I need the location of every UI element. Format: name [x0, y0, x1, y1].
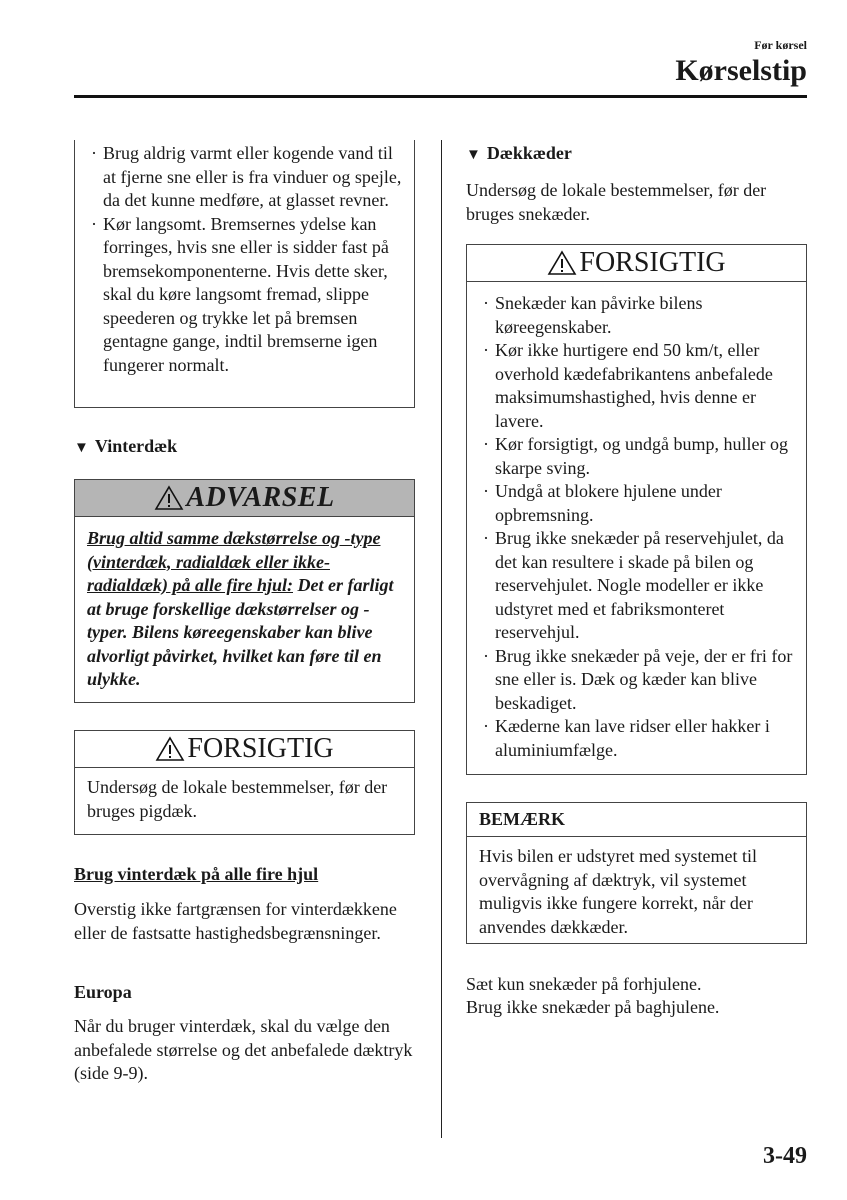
- paragraph: Brug ikke snekæder på baghjulene.: [466, 997, 720, 1017]
- column-divider: [441, 140, 442, 1138]
- section-heading-vinterdaek: ▼ Vinterdæk: [74, 436, 178, 456]
- caution-box-pigdaek: [74, 730, 415, 835]
- section-heading-daekkaeder: ▼ Dækkæder: [466, 143, 572, 163]
- subheading-vinterdaek-alle-hjul: Brug vinterdæk på alle fire hjul: [74, 864, 319, 884]
- winter-tips-box: [74, 140, 415, 408]
- page-title: Kørselstip: [675, 54, 807, 87]
- header-rule: [74, 95, 807, 98]
- page-number: 3-49: [763, 1143, 807, 1169]
- warning-triangle-icon: [547, 250, 577, 276]
- note-text: Hvis bilen er udstyret med systemet til overvågning af dæktryk, vil systemet muligvis ikke fungere korrekt, når der anvendes dækkæder.: [479, 846, 757, 937]
- warning-box: [74, 479, 415, 703]
- paragraph: Når du bruger vinterdæk, skal du vælge den anbefalede størrelse og det anbefalede dæktryk (side 9-9).: [74, 1016, 413, 1083]
- list-item: · Brug ikke snekæder på reservehjulet, da det kan resultere i skade på bilen og reservehjulet. Nogle modeller er ikke udstyret med et fabriksmonteret reservehjul.: [483, 528, 784, 642]
- warning-header: ADVARSEL: [75, 480, 414, 517]
- warning-triangle-icon: [154, 485, 184, 511]
- list-item: · Kør ikke hurtigere end 50 km/t, eller overhold kædefabrikantens anbefalede maksimumshastighed, hvis denne er lavere.: [483, 340, 773, 431]
- note-header: BEMÆRK: [467, 803, 806, 837]
- subheading-europa: Europa: [74, 982, 132, 1002]
- list-item: · Kæderne kan lave ridser eller hakker i aluminiumfælge.: [483, 716, 770, 760]
- paragraph: Undersøg de lokale bestemmelser, før der bruges snekæder.: [466, 180, 767, 224]
- caution-text: Undersøg de lokale bestemmelser, før der bruges pigdæk.: [87, 777, 388, 821]
- list-item: · Kør langsomt. Bremsernes ydelse kan forringes, hvis sne eller is sidder fast på bremsekomponenterne. Hvis dette sker, skal du køre langsomt fremad, slippe speederen og trykke let på bremsen gentagne gange, indtil bremserne igen fungerer normalt.: [91, 213, 389, 375]
- section-label: Før kørsel: [754, 38, 807, 52]
- list-item: · Snekæder kan påvirke bilens køreegenskaber.: [483, 293, 703, 337]
- caution-box-snekaeder: [466, 244, 807, 775]
- note-box: [466, 802, 807, 944]
- warning-text: Brug altid samme dækstørrelse og -type (vinterdæk, radialdæk eller ikke-radialdæk) på alle fire hjul: Det er farligt at bruge forskellige dækstørrelser og -typer. Bilens køreegenskaber kan blive alvorligt påvirket, hvilket kan føre til en ulykke.: [87, 528, 394, 689]
- warning-triangle-icon: [155, 736, 185, 762]
- list-item: · Brug aldrig varmt eller kogende vand til at fjerne sne eller is fra vinduer og spejle, da det kunne medføre, at glasset revner.: [91, 143, 402, 210]
- caution-header: FORSIGTIG: [467, 245, 806, 282]
- list-item: · Brug ikke snekæder på veje, der er fri for sne eller is. Dæk og kæder kan blive beskadiget.: [483, 645, 793, 713]
- paragraph: Overstig ikke fartgrænsen for vinterdækkene eller de fastsatte hastighedsbegrænsninger.: [74, 899, 397, 943]
- list-item: · Kør forsigtigt, og undgå bump, huller og skarpe sving.: [483, 434, 788, 478]
- triangle-down-icon: ▼: [466, 147, 481, 163]
- triangle-down-icon: ▼: [74, 440, 89, 456]
- list-item: · Undgå at blokere hjulene under opbremsning.: [483, 481, 722, 525]
- paragraph: Sæt kun snekæder på forhjulene.: [466, 974, 702, 994]
- caution-header: FORSIGTIG: [75, 731, 414, 768]
